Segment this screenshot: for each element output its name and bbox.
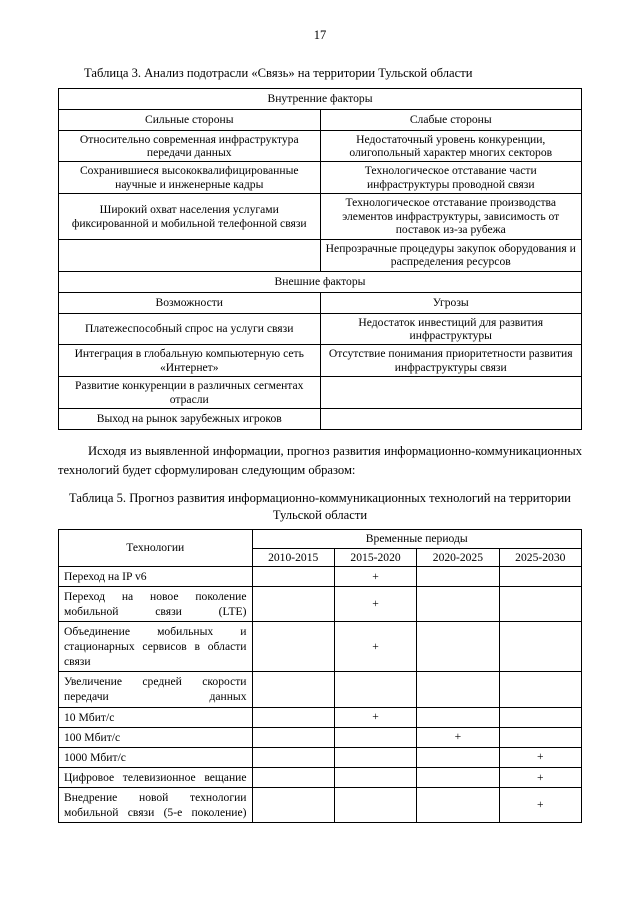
table-row (59, 767, 582, 787)
table-row (59, 727, 582, 747)
table-row (59, 409, 582, 430)
technology-name: Внедрение новой технологии мобильной связи (5-е поколение) (59, 787, 253, 822)
threat-cell-empty (320, 377, 582, 409)
opportunity-cell: Развитие конкуренции в различных сегментах отрасли (59, 377, 321, 409)
period-mark (252, 727, 334, 747)
technology-name: Объединение мобильных и стационарных сервисов в области связи (59, 622, 253, 672)
strength-cell: Широкий охват населения услугами фиксированной и мобильной телефонной связи (59, 194, 321, 239)
period-mark (417, 767, 499, 787)
periods-header: Временные периоды (252, 530, 581, 548)
table3-caption: Таблица 3. Анализ подотрасли «Связь» на территории Тульской области (84, 66, 473, 80)
period-mark (417, 567, 499, 587)
threat-cell: Отсутствие понимания приоритетности развития инфраструктуры связи (320, 345, 582, 377)
period-mark (334, 747, 416, 767)
period-mark (334, 672, 416, 707)
table-row (59, 622, 582, 672)
opportunity-cell: Интеграция в глобальную компьютерную сеть «Интернет» (59, 345, 321, 377)
body-paragraph: Исходя из выявленной информации, прогноз развития информационно-коммуникационных технологий будет сформулирован следующим образом: (58, 444, 582, 478)
table-row (59, 292, 582, 313)
table-row (59, 109, 582, 130)
table-row (59, 707, 582, 727)
technologies-header: Технологии (59, 530, 253, 567)
period-mark: + (334, 622, 416, 672)
weakness-cell: Недостаточный уровень конкуренции, олигопольный характер многих секторов (320, 130, 582, 162)
period-mark: + (499, 787, 581, 822)
period-mark (334, 767, 416, 787)
period-mark (417, 707, 499, 727)
strength-cell: Сохранившиеся высококвалифицированные научные и инженерные кадры (59, 162, 321, 194)
technology-name: Увеличение средней скорости передачи данных (59, 672, 253, 707)
period-mark (499, 622, 581, 672)
opportunity-cell: Платежеспособный спрос на услуги связи (59, 313, 321, 345)
period-header-3: 2020-2025 (417, 548, 499, 566)
table-row (59, 162, 582, 194)
period-mark (252, 787, 334, 822)
table-row (59, 271, 582, 292)
weakness-cell: Непрозрачные процедуры закупок оборудования и распределения ресурсов (320, 239, 582, 271)
period-mark: + (499, 767, 581, 787)
table-row (59, 377, 582, 409)
table-row (59, 672, 582, 707)
table-row (59, 130, 582, 162)
period-mark (252, 622, 334, 672)
table-row (59, 88, 582, 109)
technology-name: Переход на IP v6 (59, 567, 253, 587)
opportunities-header: Возможности (59, 292, 321, 313)
period-mark (252, 567, 334, 587)
table-row (59, 787, 582, 822)
technology-name: Переход на новое поколение мобильной связи (LTE) (59, 587, 253, 622)
period-mark (499, 707, 581, 727)
internal-factors-header: Внутренние факторы (59, 88, 582, 109)
strengths-header: Сильные стороны (59, 109, 321, 130)
period-mark (334, 727, 416, 747)
period-mark (334, 787, 416, 822)
threats-header: Угрозы (320, 292, 582, 313)
table-row (59, 345, 582, 377)
period-mark (252, 747, 334, 767)
period-header-4: 2025-2030 (499, 548, 581, 566)
weakness-cell: Технологическое отставание части инфраструктуры проводной связи (320, 162, 582, 194)
weakness-cell: Технологическое отставание производства элементов инфраструктуры, зависимость от поставок из-за рубежа (320, 194, 582, 239)
period-mark (417, 747, 499, 767)
period-mark: + (499, 747, 581, 767)
page-number: 17 (313, 28, 327, 42)
period-mark (252, 672, 334, 707)
period-mark (417, 622, 499, 672)
external-factors-header: Внешние факторы (59, 271, 582, 292)
period-mark (252, 707, 334, 727)
technology-name: 1000 Мбит/с (59, 747, 253, 767)
table-row (59, 587, 582, 622)
period-mark (417, 672, 499, 707)
period-mark: + (334, 707, 416, 727)
table-row (59, 567, 582, 587)
period-mark (417, 787, 499, 822)
technology-name: 10 Мбит/с (59, 707, 253, 727)
period-mark (499, 672, 581, 707)
period-mark: + (334, 587, 416, 622)
table-row (59, 313, 582, 345)
period-mark (252, 767, 334, 787)
table-row (59, 747, 582, 767)
period-mark (499, 567, 581, 587)
table-row (59, 530, 582, 548)
period-mark (417, 587, 499, 622)
period-mark (252, 587, 334, 622)
period-mark (499, 727, 581, 747)
table-row (59, 239, 582, 271)
period-mark: + (334, 567, 416, 587)
opportunity-cell: Выход на рынок зарубежных игроков (59, 409, 321, 430)
period-mark: + (417, 727, 499, 747)
threat-cell-empty (320, 409, 582, 430)
technology-name: Цифровое телевизионное вещание (59, 767, 253, 787)
threat-cell: Недостаток инвестиций для развития инфраструктуры (320, 313, 582, 345)
forecast-table (58, 529, 582, 823)
swot-table (58, 88, 582, 431)
table5-caption: Таблица 5. Прогноз развития информационно-коммуникационных технологий на территории Тульской области (69, 490, 571, 522)
strength-cell-empty (59, 239, 321, 271)
technology-name: 100 Мбит/с (59, 727, 253, 747)
period-header-2: 2015-2020 (334, 548, 416, 566)
strength-cell: Относительно современная инфраструктура передачи данных (59, 130, 321, 162)
table-row (59, 194, 582, 239)
weaknesses-header: Слабые стороны (320, 109, 582, 130)
period-mark (499, 587, 581, 622)
period-header-1: 2010-2015 (252, 548, 334, 566)
